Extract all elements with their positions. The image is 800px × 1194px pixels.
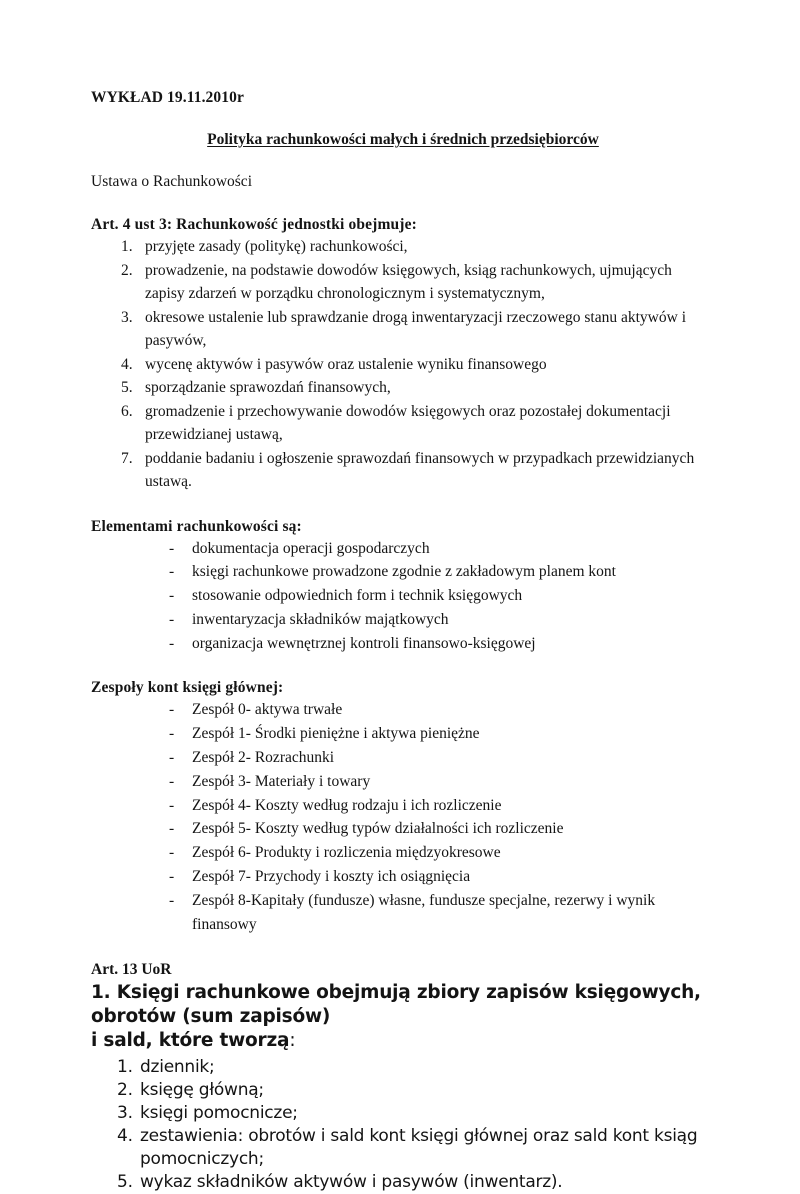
list-marker: 1. xyxy=(117,1057,133,1078)
list-marker: - xyxy=(169,772,175,790)
list-item-text: Zespół 0- aktywa trwałe xyxy=(192,701,343,719)
list-item xyxy=(91,770,707,794)
list-item-text: sporządzanie sprawozdań finansowych, xyxy=(145,379,391,396)
art-13-statement-colon: : xyxy=(289,1030,296,1052)
list-marker: 2. xyxy=(117,1080,133,1101)
list-item xyxy=(91,376,707,400)
list-item xyxy=(91,817,707,841)
list-marker: 1. xyxy=(121,238,133,255)
art-13-statement-line2: i sald, które tworzą xyxy=(91,1030,290,1052)
list-marker: 5. xyxy=(121,379,133,396)
list-marker: 3. xyxy=(121,308,133,326)
list-item xyxy=(91,560,707,584)
list-marker: - xyxy=(169,725,175,743)
list-marker: 4. xyxy=(117,1126,133,1147)
list-elementy xyxy=(91,537,707,656)
list-item-text: Zespół 6- Produkty i rozliczenia międzyokresowe xyxy=(192,844,501,862)
list-marker: 6. xyxy=(121,402,133,420)
heading-art-4: Art. 4 ust 3: Rachunkowość jednostki obejmuje: xyxy=(91,216,417,233)
list-marker: - xyxy=(169,796,175,814)
list-marker: 3. xyxy=(117,1103,133,1124)
list-item-text: księgę główną; xyxy=(140,1080,264,1101)
list-item xyxy=(91,353,707,377)
list-item xyxy=(91,259,707,306)
list-item xyxy=(91,235,707,259)
list-marker: 2. xyxy=(121,261,133,279)
list-item-text: Zespół 3- Materiały i towary xyxy=(192,772,371,790)
list-item-text: przyjęte zasady (politykę) rachunkowości, xyxy=(145,238,408,255)
list-item xyxy=(91,722,707,746)
document-body xyxy=(91,88,707,1194)
list-item xyxy=(91,1056,707,1079)
list-marker: - xyxy=(169,610,175,628)
list-item-text: zestawienia: obrotów i sald kont księgi głównej oraz sald kont ksiąg pomocniczych; xyxy=(140,1126,698,1170)
list-item xyxy=(91,400,707,447)
art-13-statement xyxy=(91,981,707,1053)
list-item-text: Zespół 7- Przychody i koszty ich osiągnięcia xyxy=(192,868,471,886)
list-item-text: poddanie badaniu i ogłoszenie sprawozdań finansowych w przypadkach przewidzianych ustawą. xyxy=(145,449,695,490)
list-marker: - xyxy=(169,868,175,886)
list-item-text: wykaz składników aktywów i pasywów (inwentarz). xyxy=(140,1172,563,1193)
heading-elementy: Elementami rachunkowości są: xyxy=(91,517,302,535)
list-item-text: wycenę aktywów i pasywów oraz ustalenie wyniku finansowego xyxy=(145,355,547,373)
list-item-text: okresowe ustalenie lub sprawdzanie drogą inwentaryzacji rzeczowego stanu aktywów i pasywów, xyxy=(145,308,687,349)
list-marker: 5. xyxy=(117,1172,133,1193)
list-item xyxy=(91,841,707,865)
list-item-text: stosowanie odpowiednich form i technik księgowych xyxy=(192,587,523,605)
list-item xyxy=(91,584,707,608)
list-item xyxy=(91,1102,707,1125)
list-item xyxy=(91,1171,707,1194)
list-art-4 xyxy=(91,235,707,494)
list-marker: - xyxy=(169,701,175,719)
list-item-text: Zespół 8-Kapitały (fundusze) własne, fundusze specjalne, rezerwy i wynik finansowy xyxy=(192,891,656,933)
list-item-text: dokumentacja operacji gospodarczych xyxy=(192,539,430,557)
list-item-text: prowadzenie, na podstawie dowodów księgowych, ksiąg rachunkowych, ujmujących zapisy zdarzeń w porządku chronologicznym i systematycznym, xyxy=(145,261,672,302)
list-marker: - xyxy=(169,891,175,909)
page-title: Polityka rachunkowości małych i średnich przedsiębiorców xyxy=(207,131,599,148)
list-item-text: inwentaryzacja składników majątkowych xyxy=(192,610,449,628)
heading-art-13: Art. 13 UoR xyxy=(91,961,172,979)
list-item xyxy=(91,447,707,494)
list-item-text: gromadzenie i przechowywanie dowodów księgowych oraz pozostałej dokumentacji przewidzianej ustawą, xyxy=(145,402,671,443)
list-item xyxy=(91,889,707,937)
list-item-text: Zespół 1- Środki pieniężne i aktywa pieniężne xyxy=(192,725,480,743)
list-zespoly xyxy=(91,698,707,936)
list-item-text: Zespół 4- Koszty według rodzaju i ich rozliczenie xyxy=(192,796,502,814)
list-marker: 7. xyxy=(121,449,133,467)
list-item xyxy=(91,698,707,722)
list-item-text: organizacja wewnętrznej kontroli finansowo-księgowej xyxy=(192,634,536,652)
list-item xyxy=(91,608,707,632)
source-act-label: Ustawa o Rachunkowości xyxy=(91,173,252,190)
list-art-13 xyxy=(91,1056,707,1194)
list-item-text: dziennik; xyxy=(140,1057,215,1078)
list-marker: 4. xyxy=(121,355,133,373)
list-item xyxy=(91,1125,707,1171)
list-item xyxy=(91,865,707,889)
list-marker: - xyxy=(169,563,175,581)
list-marker: - xyxy=(169,634,175,652)
list-marker: - xyxy=(169,539,175,557)
list-item xyxy=(91,306,707,353)
list-item-text: Zespół 2- Rozrachunki xyxy=(192,749,335,767)
list-item xyxy=(91,1079,707,1102)
lecture-date-header: WYKŁAD 19.11.2010r xyxy=(91,89,244,106)
heading-zespoly: Zespoły kont księgi głównej: xyxy=(91,679,284,697)
list-item xyxy=(91,746,707,770)
list-marker: - xyxy=(169,749,175,767)
list-marker: - xyxy=(169,587,175,605)
list-item xyxy=(91,537,707,561)
list-item xyxy=(91,632,707,656)
list-item xyxy=(91,794,707,818)
list-item-text: księgi pomocnicze; xyxy=(140,1103,298,1124)
list-marker: - xyxy=(169,820,175,838)
list-item-text: księgi rachunkowe prowadzone zgodnie z zakładowym planem kont xyxy=(192,563,616,581)
list-item-text: Zespół 5- Koszty według typów działalności ich rozliczenie xyxy=(192,820,564,838)
list-marker: - xyxy=(169,844,175,862)
art-13-statement-line1: 1. Księgi rachunkowe obejmują zbiory zapisów księgowych, obrotów (sum zapisów) xyxy=(91,982,701,1028)
